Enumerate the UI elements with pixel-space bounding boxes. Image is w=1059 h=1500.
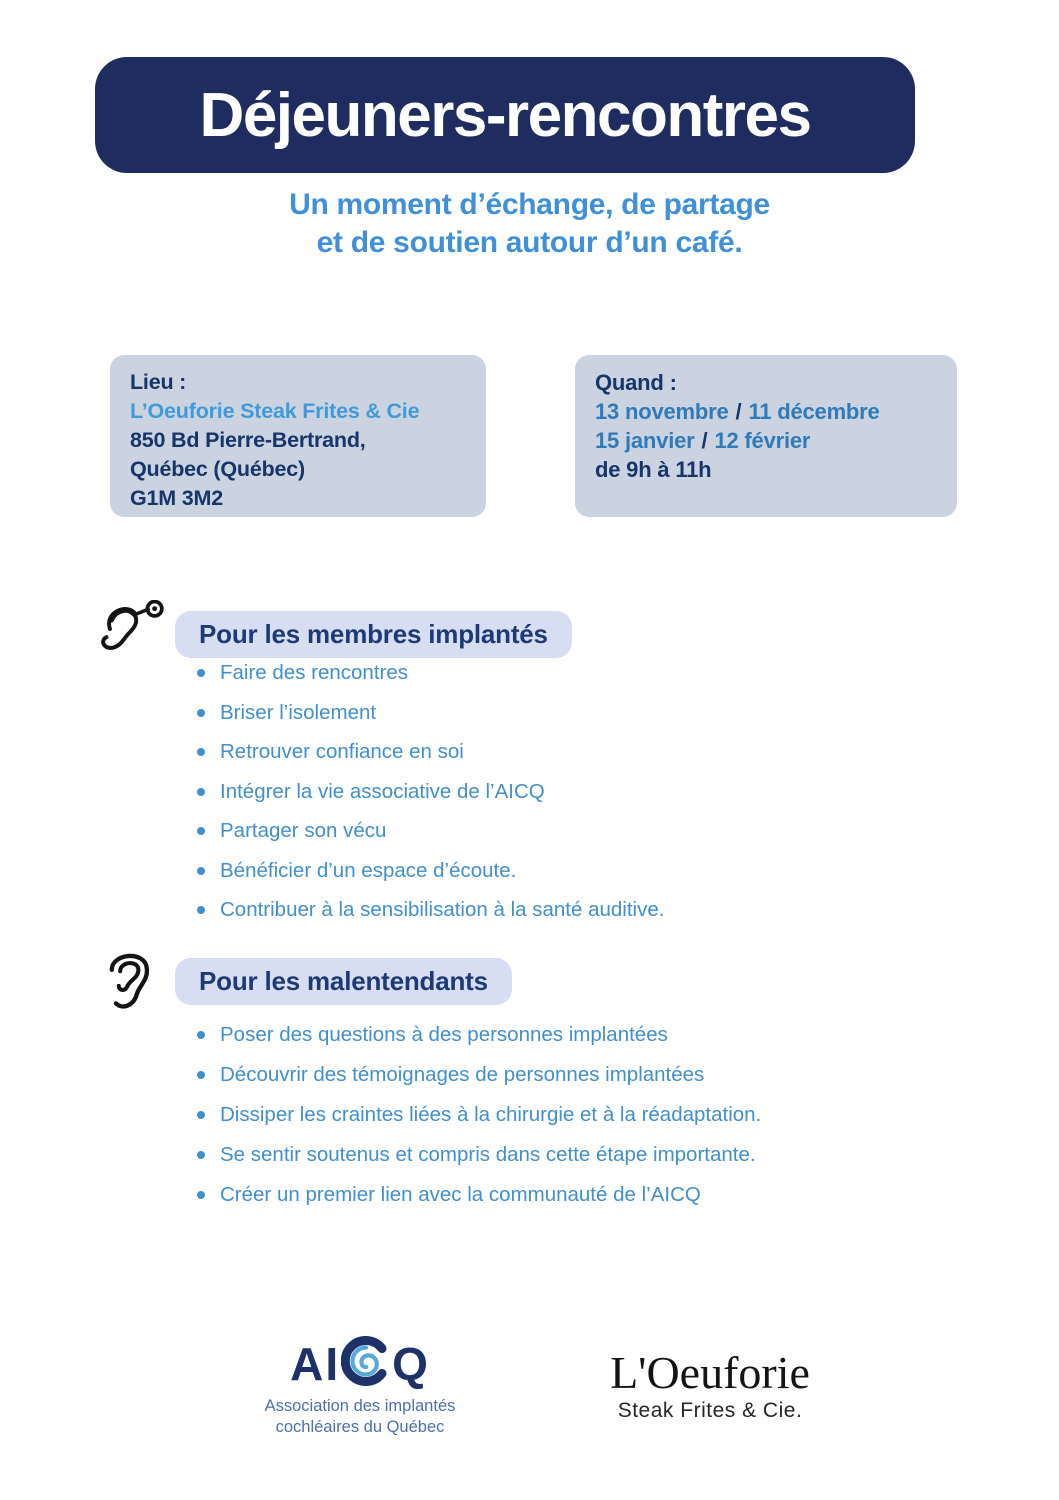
date-2: 11 décembre [748,399,880,424]
aicq-letters-ai: AI [290,1337,341,1390]
location-venue: L’Oeuforie Steak Frites & Cie [130,399,420,423]
list-item: Dissiper les craintes liées à la chirurgie et à la réadaptation. [193,1104,761,1126]
title-banner [95,57,915,173]
list-item: Se sentir soutenus et compris dans cette étape importante. [193,1144,761,1166]
date-4: 12 février [714,428,811,453]
when-time: de 9h à 11h [595,457,712,482]
list-item: Briser l’isolement [193,702,664,724]
aicq-subtitle [245,1396,475,1438]
hard-of-hearing-benefits-list [193,1024,761,1224]
cochlear-implant-icon [96,600,168,663]
location-address-2: Québec (Québec) [130,457,306,481]
date-3: 15 janvier [595,428,695,453]
aicq-subtitle-line-1: Association des implantés [264,1397,456,1415]
list-item: Partager son vécu [193,820,664,842]
aicq-wordmark [245,1336,475,1391]
list-item: Contribuer à la sensibilisation à la santé auditive. [193,899,664,921]
oeuforie-logo [572,1348,848,1423]
location-box [110,355,486,517]
when-label: Quand : [595,370,677,395]
subtitle-line-2: et de soutien autour d’un café. [316,226,743,259]
page-title: Déjeuners-rencontres [199,80,811,150]
date-separator: / [735,399,742,424]
oeuforie-name: L'Oeuforie [610,1347,810,1398]
subtitle [0,186,1059,262]
when-dates-line-1 [595,397,937,426]
location-label: Lieu : [130,370,187,394]
subtitle-line-1: Un moment d’échange, de partage [289,188,770,221]
list-item: Créer un premier lien avec la communauté de l’AICQ [193,1184,761,1206]
implanted-benefits-list [193,662,664,939]
location-postal-code: G1M 3M2 [130,486,223,510]
when-dates-line-2 [595,426,937,455]
date-1: 13 novembre [595,399,729,424]
oeuforie-tagline: Steak Frites & Cie. [617,1399,803,1422]
aicq-logo [245,1336,475,1438]
aicq-subtitle-line-2: cochléaires du Québec [275,1418,445,1436]
list-item: Poser des questions à des personnes implantées [193,1024,761,1046]
list-item: Intégrer la vie associative de l’AICQ [193,781,664,803]
date-separator: / [701,428,708,453]
list-item: Bénéficier d’un espace d’écoute. [193,860,664,882]
cochlea-spiral-icon [341,1336,391,1391]
section-title-hard-of-hearing: Pour les malentendants [175,958,512,1005]
ear-icon [102,946,158,1021]
location-address-1: 850 Bd Pierre-Bertrand, [130,428,366,452]
list-item: Découvrir des témoignages de personnes implantées [193,1064,761,1086]
section-title-implanted: Pour les membres implantés [175,611,572,658]
aicq-letter-q: Q [392,1337,430,1390]
list-item: Retrouver confiance en soi [193,741,664,763]
when-box [575,355,957,517]
list-item: Faire des rencontres [193,662,664,684]
